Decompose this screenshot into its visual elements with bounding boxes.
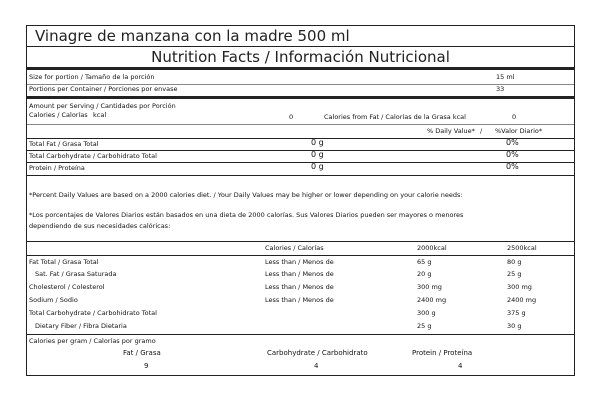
footnote-spanish-line2: dependiendo de sus necesidades calóricas: bbox=[29, 222, 171, 230]
daily-value-header: % Daily Value* bbox=[427, 127, 475, 135]
valor-diario-header: %Valor Diario* bbox=[495, 127, 543, 135]
nutrient-daily-value: 0% bbox=[506, 150, 519, 159]
ref-2500-header: 2500kcal bbox=[507, 244, 537, 252]
calories-from-fat-value: 0 bbox=[512, 113, 517, 121]
nutrient-amount: 0 g bbox=[311, 150, 324, 159]
heading-divider bbox=[27, 67, 574, 70]
ref-row-2000: 2400 mg bbox=[417, 296, 447, 304]
ref-row-label: Sat. Fat / Grasa Saturada bbox=[35, 270, 117, 278]
nutrition-label bbox=[26, 25, 575, 376]
nutrients-end-divider bbox=[27, 175, 574, 176]
daily-value-separator: / bbox=[480, 127, 483, 135]
ref-row-limit: Less than / Menos de bbox=[265, 270, 334, 278]
ref-table-end-divider bbox=[27, 334, 574, 335]
ref-row-2000: 300 mg bbox=[417, 283, 442, 291]
nutrient-label: Protein / Proteína bbox=[29, 164, 85, 172]
product-title: Vinagre de manzana con la madre 500 ml bbox=[35, 27, 350, 45]
ref-header-divider bbox=[27, 255, 574, 256]
ref-row-2500: 80 g bbox=[507, 258, 522, 266]
nutrient-daily-value: 0% bbox=[506, 162, 519, 171]
ref-2000-header: 2000kcal bbox=[417, 244, 447, 252]
serving-end-divider bbox=[27, 96, 574, 99]
ref-row-label: Total Carbohydrate / Carbohidrato Total bbox=[29, 309, 157, 317]
nutrient-label: Total Carbohydrate / Carbohidrato Total bbox=[29, 152, 157, 160]
calories-unit: kcal bbox=[93, 111, 107, 119]
cpg-carb-value: 4 bbox=[314, 362, 319, 370]
cpg-carb-label: Carbohydrate / Carbohidrato bbox=[267, 349, 368, 357]
ref-row-2500: 30 g bbox=[507, 322, 522, 330]
ref-row-2000: 300 g bbox=[417, 309, 436, 317]
cpg-protein-value: 4 bbox=[458, 362, 463, 370]
cpg-fat-label: Fat / Grasa bbox=[123, 349, 161, 357]
cpg-fat-value: 9 bbox=[144, 362, 149, 370]
calories-per-gram-label: Calories per gram / Calorías por gramo bbox=[29, 337, 156, 345]
ref-row-2500: 300 mg bbox=[507, 283, 532, 291]
calories-from-fat-label: Calories from Fat / Calorías de la Grasa kcal bbox=[324, 113, 466, 121]
ref-calories-header: Calories / Calorías bbox=[265, 244, 324, 252]
nutrient-daily-value: 0% bbox=[506, 138, 519, 147]
ref-row-2000: 20 g bbox=[417, 270, 432, 278]
ref-row-2500: 375 g bbox=[507, 309, 526, 317]
cpg-protein-label: Protein / Proteína bbox=[412, 349, 473, 357]
calories-value: 0 bbox=[289, 113, 294, 121]
ref-row-limit: Less than / Menos de bbox=[265, 283, 334, 291]
ref-row-limit: Less than / Menos de bbox=[265, 296, 334, 304]
ref-row-label: Cholesterol / Colesterol bbox=[29, 283, 105, 291]
ref-row-2000: 25 g bbox=[417, 322, 432, 330]
footnote-divider bbox=[27, 241, 574, 242]
ref-row-label: Fat Total / Grasa Total bbox=[29, 258, 99, 266]
nutrient-divider bbox=[27, 150, 574, 151]
ref-row-2000: 65 g bbox=[417, 258, 432, 266]
serving-size-label: Size for portion / Tamaño de la porción bbox=[29, 73, 155, 81]
amount-per-serving-header: Amount per Serving / Cantidades por Porción bbox=[29, 102, 176, 110]
serving-size-value: 15 ml bbox=[496, 73, 515, 81]
footnote-spanish-line1: *Los porcentajes de Valores Diarios están basados en una dieta de 2000 calorías. Sus Valores Diarios pueden ser mayores o menores bbox=[29, 211, 464, 219]
servings-per-container-value: 33 bbox=[496, 85, 505, 93]
nutrient-label: Total Fat / Grasa Total bbox=[29, 140, 99, 148]
servings-per-container-label: Portions per Container / Porciones por envase bbox=[29, 85, 178, 93]
nutrition-facts-title: Nutrition Facts / Información Nutricional bbox=[151, 48, 450, 66]
calories-divider bbox=[27, 124, 574, 125]
ref-row-2500: 2400 mg bbox=[507, 296, 537, 304]
footnote-english: *Percent Daily Values are based on a 2000 calories diet. / Your Daily Values may be higher or lower depending on your calorie needs: bbox=[29, 191, 463, 199]
nutrient-amount: 0 g bbox=[311, 138, 324, 147]
dv-header-divider bbox=[27, 138, 574, 139]
calories-label: Calories / Calorías bbox=[29, 111, 88, 119]
ref-row-label: Sodium / Sodio bbox=[29, 296, 78, 304]
ref-row-limit: Less than / Menos de bbox=[265, 258, 334, 266]
nutrient-amount: 0 g bbox=[311, 162, 324, 171]
nutrient-divider bbox=[27, 162, 574, 163]
ref-row-label: Dietary Fiber / Fibra Dietaria bbox=[35, 322, 127, 330]
ref-row-2500: 25 g bbox=[507, 270, 522, 278]
title-divider bbox=[27, 46, 574, 47]
